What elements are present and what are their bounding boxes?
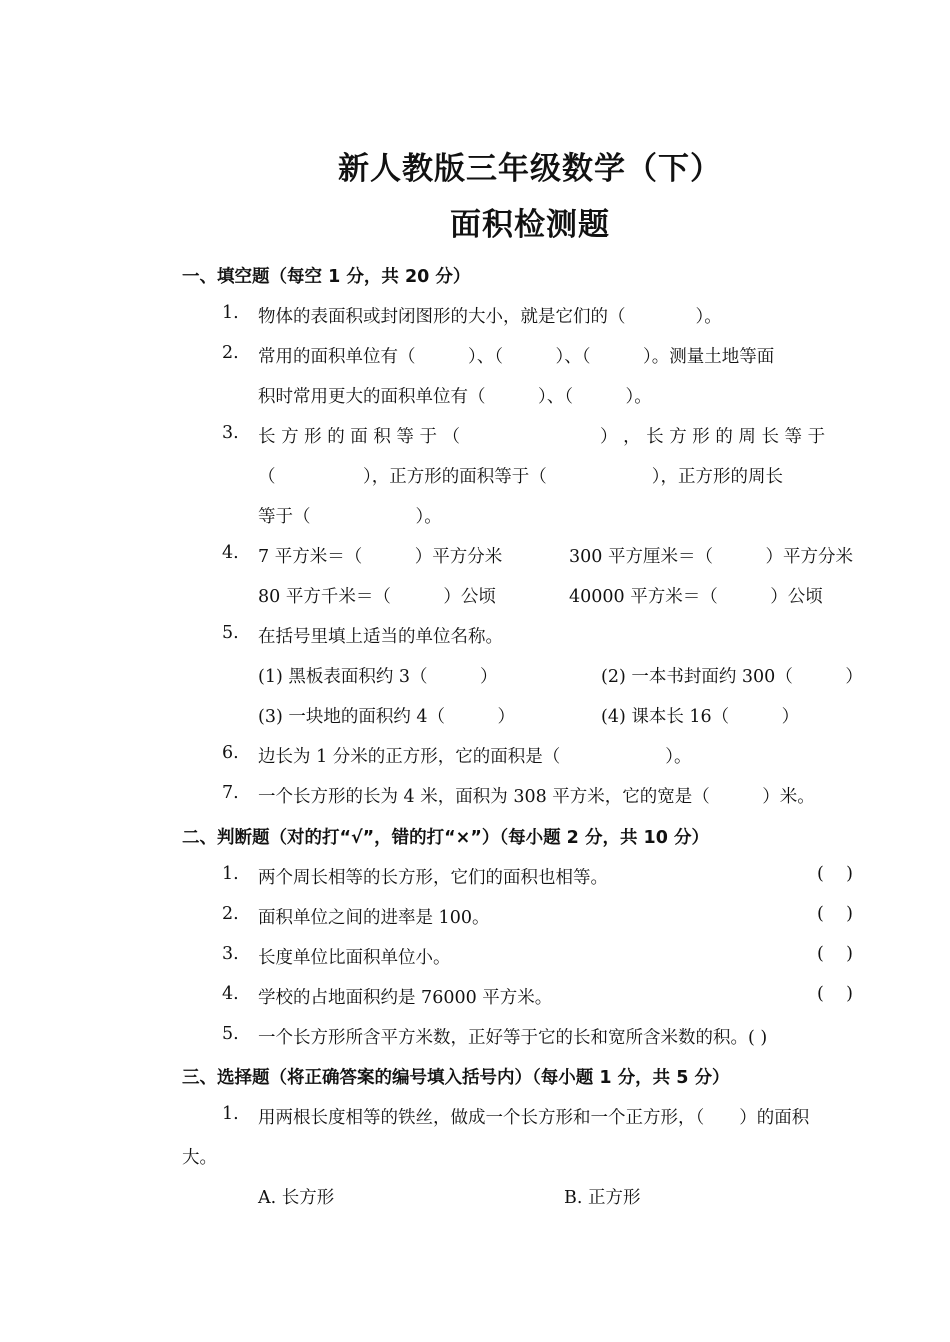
tf4-text: 学校的占地面积约是 76000 平方米。 xyxy=(258,988,553,1008)
tf1-number: 1. xyxy=(222,864,239,884)
tf1-answer-paren: ( ) xyxy=(817,864,853,884)
q5-item-2: (2) 一本书封面约 300（ ） xyxy=(601,667,863,687)
tf5-text: 一个长方形所含平方米数，正好等于它的长和宽所含米数的积。( ) xyxy=(258,1028,768,1048)
tf1-text: 两个周长相等的长方形，它们的面积也相等。 xyxy=(258,868,608,888)
q3-line3: 等于（ ）。 xyxy=(258,507,442,527)
tf3-number: 3. xyxy=(222,944,239,964)
q7-number: 7. xyxy=(222,783,239,803)
q5-item-3: (3) 一块地的面积约 4（ ） xyxy=(258,707,516,727)
tf3-answer-paren: ( ) xyxy=(817,944,853,964)
q6-text: 边长为 1 分米的正方形，它的面积是（ ）。 xyxy=(258,747,692,767)
mc1-option-b: B. 正方形 xyxy=(564,1188,641,1208)
title-line2: 面积检测题 xyxy=(450,207,610,243)
q7-text: 一个长方形的长为 4 米，面积为 308 平方米，它的宽是（ ）米。 xyxy=(258,787,815,807)
q1-text: 物体的表面积或封闭图形的大小，就是它们的（ ）。 xyxy=(258,307,722,327)
mc1-number: 1. xyxy=(222,1104,239,1124)
q5-number: 5. xyxy=(222,623,239,643)
q3-line2: （ ），正方形的面积等于（ ），正方形的周长 xyxy=(258,467,783,487)
tf3-text: 长度单位比面积单位小。 xyxy=(258,948,451,968)
q2-number: 2. xyxy=(222,343,239,363)
q1-number: 1. xyxy=(222,303,239,323)
q2-line1: 常用的面积单位有（ ）、（ ）、（ ）。测量土地等面 xyxy=(258,347,775,367)
q2-line2: 积时常用更大的面积单位有（ ）、（ ）。 xyxy=(258,387,652,407)
section3-heading: 三、选择题（将正确答案的编号填入括号内）（每小题 1 分，共 5 分） xyxy=(182,1068,730,1088)
q4-item-d: 40000 平方米＝（ ）公顷 xyxy=(569,587,823,607)
mc1-line2: 大。 xyxy=(182,1148,217,1168)
tf2-text: 面积单位之间的进率是 100。 xyxy=(258,908,490,928)
tf4-answer-paren: ( ) xyxy=(817,984,853,1004)
tf2-number: 2. xyxy=(222,904,239,924)
q4-item-a: 7 平方米＝（ ）平方分米 xyxy=(258,547,503,567)
q4-number: 4. xyxy=(222,543,239,563)
q4-item-b: 300 平方厘米＝（ ）平方分米 xyxy=(569,547,853,567)
q5-item-4: (4) 课本长 16（ ） xyxy=(601,707,800,727)
mc1-line1: 用两根长度相等的铁丝，做成一个长方形和一个正方形，（ ）的面积 xyxy=(258,1108,810,1128)
section2-heading: 二、判断题（对的打“√”，错的打“×”）（每小题 2 分，共 10 分） xyxy=(182,828,709,848)
q3-number: 3. xyxy=(222,423,239,443)
q6-number: 6. xyxy=(222,743,239,763)
tf5-number: 5. xyxy=(222,1024,239,1044)
q5-text: 在括号里填上适当的单位名称。 xyxy=(258,627,503,647)
q4-item-c: 80 平方千米＝（ ）公顷 xyxy=(258,587,496,607)
tf2-answer-paren: ( ) xyxy=(817,904,853,924)
q5-item-1: (1) 黑板表面积约 3（ ） xyxy=(258,667,498,687)
section1-heading: 一、填空题（每空 1 分，共 20 分） xyxy=(182,267,471,287)
title-line1: 新人教版三年级数学（下） xyxy=(338,151,722,187)
mc1-option-a: A. 长方形 xyxy=(258,1188,335,1208)
tf4-number: 4. xyxy=(222,984,239,1004)
q3-line1: 长 方 形 的 面 积 等 于 （ ） ， 长 方 形 的 周 长 等 于 xyxy=(258,427,826,447)
